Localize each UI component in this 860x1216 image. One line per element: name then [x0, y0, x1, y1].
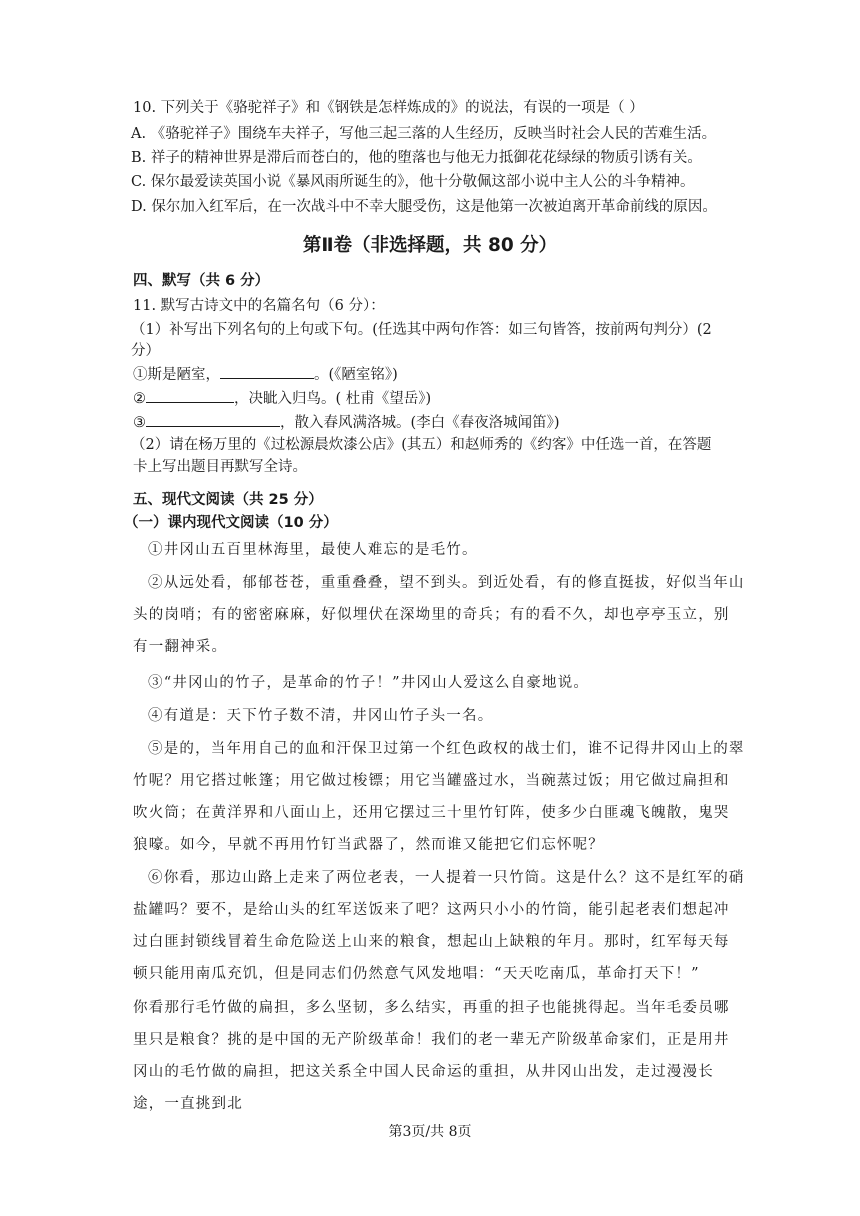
passage-paragraph-5: ⑤是的，当年用自己的血和汗保卫过第一个红色政权的战士们，谁不记得井冈山上的翠竹呢？用它搭过帐篷；用它做过梭镖；用它当罐盛过水，当碗蒸过饭；用它做过扁担和吹火筒；在黄洋界和八面山上，还用它摆过三十里竹钉阵，使多少白匪魂飞魄散，鬼哭狼嚎。如今，早就不再用竹钉当武器了，然而谁又能把它们忘怀呢？ — [133, 741, 745, 853]
question-11-sub1-line2: 分） — [131, 343, 160, 359]
answer-blank-1[interactable] — [220, 364, 314, 379]
page-number-footer: 第3页/共 8页 — [388, 1124, 472, 1140]
answer-blank-2[interactable] — [146, 388, 234, 403]
answer-blank-3[interactable] — [146, 412, 280, 427]
recite-item-2-prefix: ② — [133, 391, 146, 407]
question-11-sub2-line1: （2）请在杨万里的《过松源晨炊漆公店》(其五）和赵师秀的《约客》中任选一首，在答题 — [131, 437, 712, 453]
recite-item-2 — [133, 388, 431, 409]
question-11-sub2-line2: 卡上写出题目再默写全诗。 — [133, 459, 307, 475]
recite-item-3-prefix: ③ — [133, 415, 146, 431]
question-11-sub1-line1: （1）补写出下列名句的上句或下句。(任选其中两句作答：如三句皆答，按前两句判分）(2 — [131, 322, 712, 338]
recite-item-3-suffix: ，散入春风满洛城。(李白《春夜洛城闻笛》) — [280, 415, 560, 431]
recite-item-2-suffix: ，决眦入归鸟。( 杜甫《望岳》) — [234, 391, 432, 407]
recite-item-1 — [133, 364, 398, 385]
question-10-option-b: B. 祥子的精神世界是滞后而苍白的，他的堕落也与他无力抵御花花绿绿的物质引诱有关。 — [131, 150, 702, 166]
passage-paragraph-4: ④有道是：天下竹子数不清，井冈山竹子头一名。 — [148, 708, 494, 724]
recite-item-1-prefix: ①斯是陋室， — [133, 367, 220, 383]
section-5-subsection-title: （一）课内现代文阅读（10 分） — [124, 515, 338, 531]
recite-item-1-suffix: 。(《陋室铭》) — [314, 367, 398, 383]
section-4-title: 四、默写（共 6 分） — [133, 273, 270, 289]
recite-item-3 — [133, 412, 560, 433]
part-2-title: 第Ⅱ卷（非选择题，共 80 分） — [302, 235, 558, 256]
section-5-title: 五、现代文阅读（共 25 分） — [133, 492, 323, 508]
passage-paragraph-7: 你看那行毛竹做的扁担，多么坚韧，多么结实，再重的担子也能挑得起。当年毛委员哪里只是粮食？挑的是中国的无产阶级革命！我们的老一辈无产阶级革命家们，正是用井冈山的毛竹做的扁担，把这关系全中国人民命运的重担，从井冈山出发，走过漫漫长途，一直挑到北 — [133, 1000, 730, 1112]
passage-paragraph-1: ①井冈山五百里林海里，最使人难忘的是毛竹。 — [148, 542, 478, 558]
passage-paragraph-2: ②从远处看，郁郁苍苍，重重叠叠，望不到头。到近处看，有的修直挺拔，好似当年山头的岗哨；有的密密麻麻，好似埋伏在深坳里的奇兵；有的看不久，却也亭亭玉立，别有一翻神采。 — [133, 575, 745, 655]
question-10-option-c: C. 保尔最爱读英国小说《暴风雨所诞生的》，他十分敬佩这部小说中主人公的斗争精神。 — [131, 174, 695, 190]
question-10-option-d: D. 保尔加入红军后，在一次战斗中不幸大腿受伤，这是他第一次被迫离开革命前线的原因。 — [131, 199, 717, 215]
question-10-stem: 10. 下列关于《骆驼祥子》和《钢铁是怎样炼成的》的说法，有误的一项是（ ） — [133, 100, 644, 116]
question-11-stem: 11. 默写古诗文中的名篇名句（6 分）： — [133, 298, 385, 314]
passage-paragraph-3: ③“井冈山的竹子，是革命的竹子！”井冈山人爱这么自豪地说。 — [148, 675, 590, 691]
question-10-option-a: A. 《骆驼祥子》围绕车夫祥子，写他三起三落的人生经历，反映当时社会人民的苦难生活。 — [131, 126, 717, 142]
passage-paragraph-6: ⑥你看，那边山路上走来了两位老表，一人提着一只竹筒。这是什么？这不是红军的硝盐罐吗？要不，是给山头的红军送饭来了吧？这两只小小的竹筒，能引起老表们想起冲过白匪封锁线冒着生命危险送上山来的粮食，想起山上缺粮的年月。那时，红军每天每顿只能用南瓜充饥，但是同志们仍然意气风发地唱：“天天吃南瓜，革命打天下！” — [133, 870, 745, 982]
